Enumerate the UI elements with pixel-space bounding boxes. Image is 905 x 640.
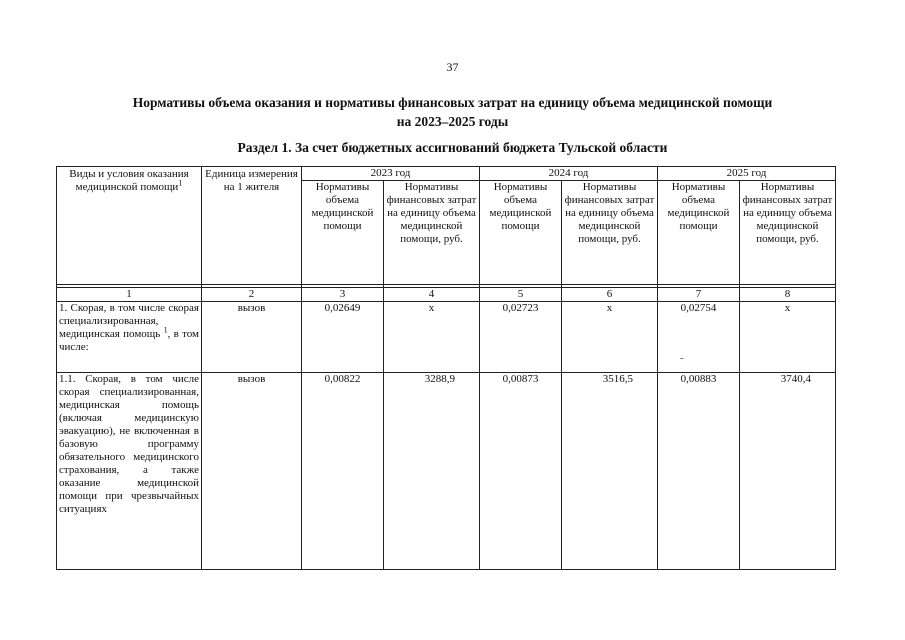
row-unit: вызов bbox=[202, 373, 302, 570]
title-line-1: Нормативы объема оказания и нормативы финансовых затрат на единицу объема медицинской помощи bbox=[132, 95, 773, 110]
row-name-tail: , в том числе: bbox=[59, 328, 200, 353]
column-number: 3 bbox=[302, 288, 384, 302]
norms-table bbox=[56, 166, 836, 570]
row-2023-cost: 3288,9 bbox=[384, 373, 480, 570]
row-2024-cost: х bbox=[562, 302, 658, 373]
header-2023-cost: Нормативы финансовых затрат на единицу объема медицинской помощи, руб. bbox=[384, 181, 480, 285]
row-2024-volume: 0,00873 bbox=[480, 373, 562, 570]
header-2025-volume: Нормативы объема медицинской помощи bbox=[658, 181, 740, 285]
header-2025-cost: Нормативы финансовых затрат на единицу объема медицинской помощи, руб. bbox=[740, 181, 836, 285]
column-number: 8 bbox=[740, 288, 836, 302]
header-2024-cost: Нормативы финансовых затрат на единицу объема медицинской помощи, руб. bbox=[562, 181, 658, 285]
header-row-years bbox=[57, 167, 836, 181]
row-2025-volume: 0,00883 bbox=[658, 373, 740, 570]
row-name bbox=[57, 302, 202, 373]
header-unit: Единица измерения на 1 жителя bbox=[202, 167, 302, 285]
row-2023-cost: х bbox=[384, 302, 480, 373]
page-number: 37 bbox=[446, 60, 459, 74]
column-number: 4 bbox=[384, 288, 480, 302]
row-2025-volume: 0,02754 bbox=[658, 302, 740, 373]
column-number-row bbox=[57, 288, 836, 302]
row-name-footnote: 1 bbox=[163, 325, 168, 335]
row-name-text: 1. Скорая, в том числе скорая специализированная, медицинская помощь bbox=[59, 302, 199, 340]
header-kind-conditions bbox=[57, 167, 202, 285]
header-2023-volume: Нормативы объема медицинской помощи bbox=[302, 181, 384, 285]
row-name: 1.1. Скорая, в том числе скорая специализированная, медицинская помощь (включая медицинскую эвакуацию), не включенная в базовую программу обязательного медицинского страхования, а также оказание медицинской помощи при чрезвычайных ситуациях bbox=[57, 373, 202, 570]
table-row bbox=[57, 302, 836, 373]
header-year-2025: 2025 год bbox=[658, 167, 836, 181]
header-2024-volume: Нормативы объема медицинской помощи bbox=[480, 181, 562, 285]
header-year-2024: 2024 год bbox=[480, 167, 658, 181]
row-2023-volume: 0,02649 bbox=[302, 302, 384, 373]
header-kind-footnote: 1 bbox=[178, 178, 183, 188]
column-number: 6 bbox=[562, 288, 658, 302]
header-kind-text: Виды и условия оказания медицинской помощи bbox=[69, 168, 189, 193]
column-number: 7 bbox=[658, 288, 740, 302]
row-2024-volume: 0,02723 bbox=[480, 302, 562, 373]
column-number: 5 bbox=[480, 288, 562, 302]
table-row bbox=[57, 373, 836, 570]
column-number: 2 bbox=[202, 288, 302, 302]
document-title bbox=[60, 93, 845, 131]
row-2024-cost: 3516,5 bbox=[562, 373, 658, 570]
row-2025-cost: х bbox=[740, 302, 836, 373]
row-2025-cost: 3740,4 bbox=[740, 373, 836, 570]
column-number: 1 bbox=[57, 288, 202, 302]
header-year-2023: 2023 год bbox=[302, 167, 480, 181]
section-title: Раздел 1. За счет бюджетных ассигнований бюджета Тульской области bbox=[237, 140, 668, 155]
scan-mark: ‐ bbox=[680, 353, 684, 364]
title-line-2: на 2023–2025 годы bbox=[396, 114, 509, 129]
row-unit: вызов bbox=[202, 302, 302, 373]
row-2023-volume: 0,00822 bbox=[302, 373, 384, 570]
